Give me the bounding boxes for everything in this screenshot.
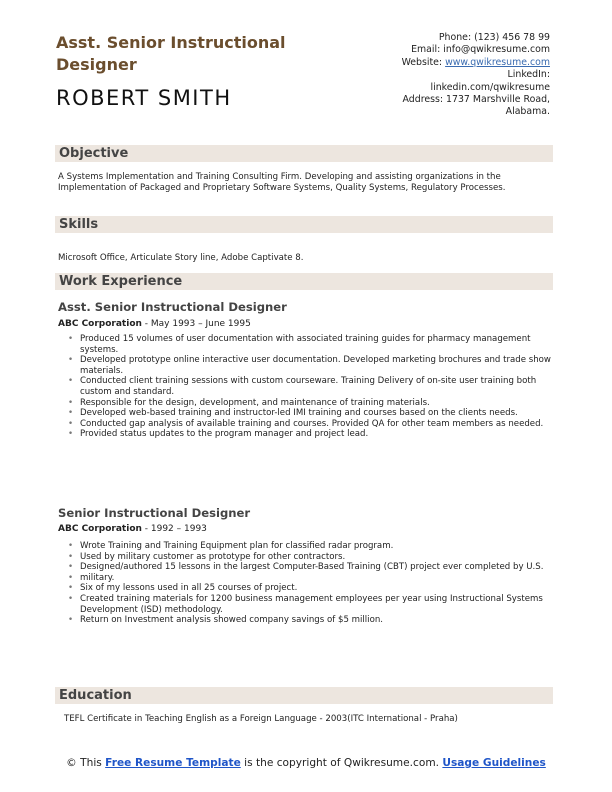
list-item: • military. <box>68 573 554 584</box>
job1-company: ABC Corporation <box>58 319 142 329</box>
job2-company-line <box>58 524 207 534</box>
objective-text: A Systems Implementation and Training Consulting Firm. Developing and assisting organizations in the Implementation of Packaged and Proprietary Software Systems, Quality Systems, Regulatory Processes. <box>58 172 506 193</box>
objective-section-header <box>55 145 553 162</box>
phone-value: (123) 456 78 99 <box>474 32 550 43</box>
footer-middle: is the copyright of Qwikresume.com. <box>240 757 443 769</box>
job2-bullets <box>68 541 554 626</box>
email-line <box>350 44 550 56</box>
list-item: • Wrote Training and Training Equipment plan for classified radar program. <box>68 541 554 552</box>
candidate-name: ROBERT SMITH <box>56 86 232 110</box>
phone-line <box>350 32 550 44</box>
education-title: Education <box>59 688 132 703</box>
job1-dates: - May 1993 – June 1995 <box>141 319 251 329</box>
list-item: • Developed prototype online interactive user documentation. Developed marketing brochures and trade show materials. <box>68 355 554 376</box>
address-line2: Alabama. <box>505 106 550 118</box>
website-line <box>350 57 550 69</box>
list-item: • Conducted gap analysis of available training and courses. Provided QA for other team members as needed. <box>68 419 554 430</box>
skills-section-header <box>55 216 553 233</box>
work-title: Work Experience <box>59 274 183 289</box>
list-item: • Provided status updates to the program manager and project lead. <box>68 429 554 440</box>
education-text: TEFL Certificate in Teaching English as a Foreign Language - 2003(ITC International - Praha) <box>64 714 458 724</box>
email-value: info@qwikresume.com <box>443 44 550 56</box>
skills-text: Microsoft Office, Articulate Story line, Adobe Captivate 8. <box>58 253 304 263</box>
list-item: • Responsible for the design, development, and maintenance of training materials. <box>68 398 554 409</box>
job2-company: ABC Corporation <box>58 524 142 534</box>
job1-title: Asst. Senior Instructional Designer <box>58 300 287 314</box>
email-label: Email: <box>411 44 441 56</box>
list-item: • Conducted client training sessions with custom courseware. Training Delivery of on-site user training both custom and standard. <box>68 376 554 397</box>
education-section-header <box>55 687 553 704</box>
list-item: • Six of my lessons used in all 25 courses of project. <box>68 583 554 594</box>
linkedin-value: linkedin.com/qwikresume <box>430 81 550 93</box>
website-label: Website: <box>401 56 443 68</box>
job-title: Asst. Senior Instructional Designer <box>56 33 286 74</box>
skills-title: Skills <box>59 217 99 232</box>
work-section-header <box>55 273 553 290</box>
objective-title: Objective <box>59 146 129 161</box>
copyright-footer <box>0 757 612 770</box>
list-item: • Used by military customer as prototype for other contractors. <box>68 552 554 563</box>
job2-dates: - 1992 – 1993 <box>141 524 207 534</box>
list-item: • Created training materials for 1200 business management employees per year using Instructional Systems Development (ISD) methodology. <box>68 594 554 615</box>
address-line <box>350 94 550 106</box>
website-link[interactable]: www.qwikresume.com <box>445 56 550 68</box>
job1-bullets <box>68 334 554 440</box>
usage-guidelines-link[interactable]: Usage Guidelines <box>442 757 546 769</box>
footer-prefix: © This <box>66 757 106 769</box>
contact-block <box>350 32 550 119</box>
list-item: • Designed/authored 15 lessons in the largest Computer-Based Training (CBT) project ever completed by U.S. <box>68 562 554 573</box>
phone-label: Phone: <box>438 32 472 43</box>
job1-company-line <box>58 319 251 329</box>
list-item: • Return on Investment analysis showed company savings of $5 million. <box>68 615 554 626</box>
job2-title: Senior Instructional Designer <box>58 506 251 520</box>
free-resume-template-link[interactable]: Free Resume Template <box>105 757 241 769</box>
list-item: • Developed web-based training and instructor-led IMI training and courses based on the clients needs. <box>68 408 554 419</box>
address-label: Address: <box>402 94 444 106</box>
linkedin-label: LinkedIn: <box>507 69 550 81</box>
list-item: • Produced 15 volumes of user documentation with associated training guides for pharmacy management systems. <box>68 334 554 355</box>
address-line1: 1737 Marshville Road, <box>446 94 550 106</box>
resume-header <box>56 32 556 132</box>
